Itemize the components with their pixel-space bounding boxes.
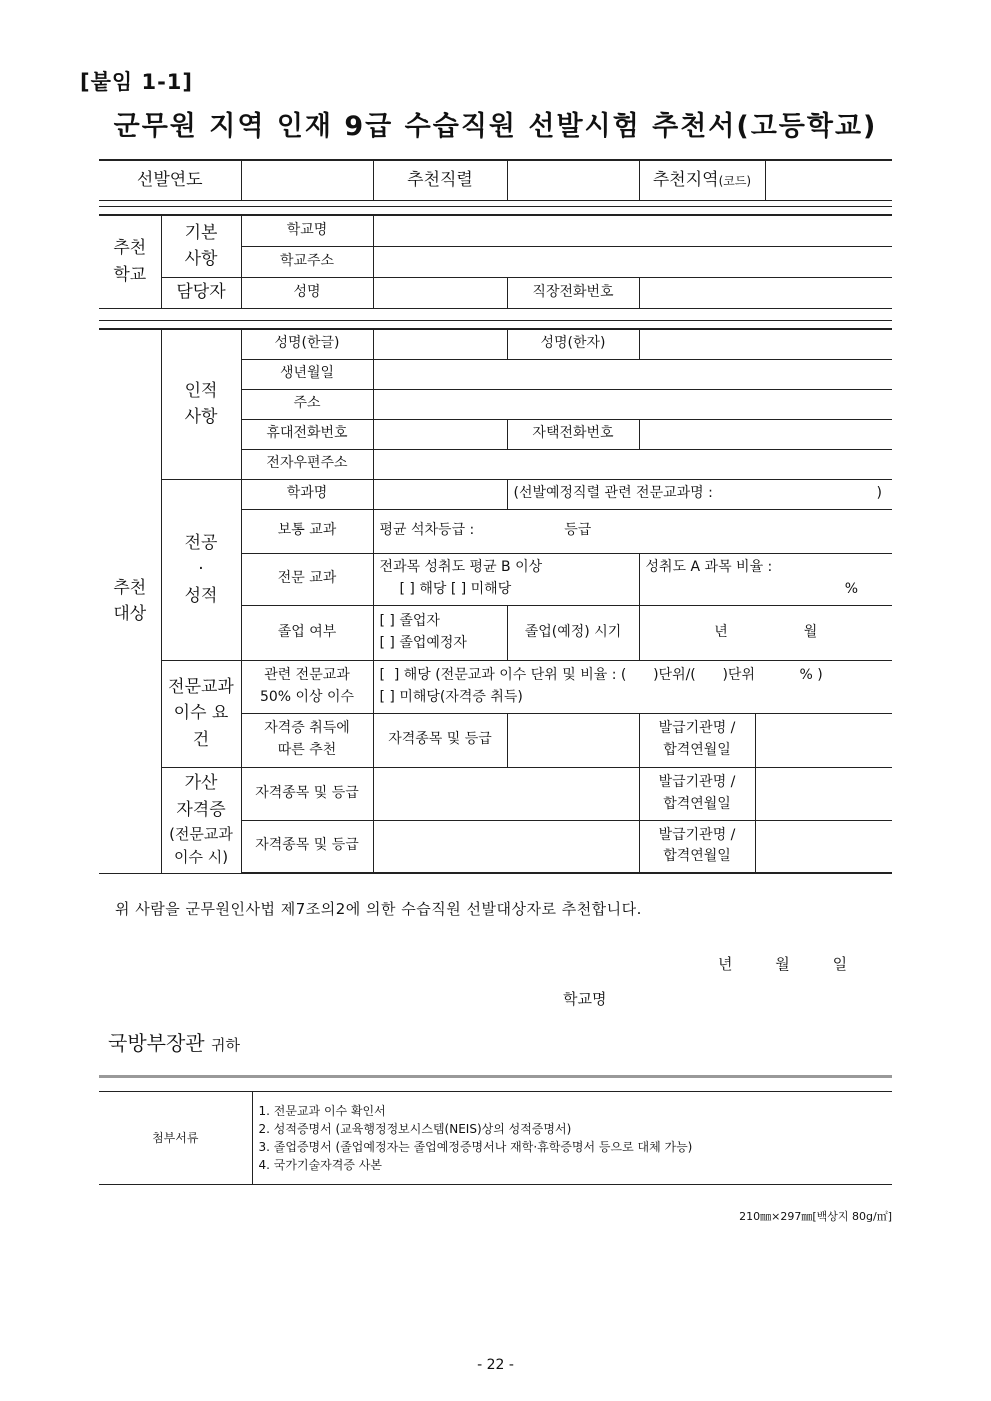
attachment-item: 2. 성적증명서 (교육행정정보시스템(NEIS)상의 성적증명서) <box>258 1122 572 1136</box>
birth-label: 생년월일 <box>241 359 373 389</box>
bonus2-issuer-field[interactable] <box>755 820 892 873</box>
year-label: 선발연도 <box>99 160 241 200</box>
special-subject-field[interactable] <box>373 553 639 605</box>
page-title: 군무원 지역 인재 9급 수습직원 선발시험 추천서(고등학교) <box>113 111 878 142</box>
home-phone-label: 자택전화번호 <box>507 419 639 449</box>
manager-name-label: 성명 <box>241 277 373 308</box>
mobile-label: 휴대전화번호 <box>241 419 373 449</box>
graduation-options[interactable] <box>373 605 507 660</box>
req1-opt2: [ ] 미해당(자격증 취득) <box>379 688 523 705</box>
attachment-item: 1. 전문교과 이수 확인서 <box>258 1104 386 1118</box>
school-address-label: 학교주소 <box>241 246 373 277</box>
req2-issuer-label: 발급기관명 / 합격연월일 <box>639 713 755 767</box>
attachments-label: 첨부서류 <box>99 1092 252 1185</box>
ratio-unit: % <box>844 581 858 597</box>
requirement-label: 전문교과 이수 요건 <box>161 660 241 767</box>
ratio-field[interactable] <box>639 553 892 605</box>
req1-label: 관련 전문교과 50% 이상 이수 <box>241 660 373 713</box>
grad-year: 년 <box>714 623 728 640</box>
personal-info-label: 인적 사항 <box>161 329 241 479</box>
req1-options[interactable] <box>373 660 892 713</box>
dept-note <box>507 479 892 509</box>
school-section-label: 추천 학교 <box>99 215 161 308</box>
recipient-name: 국방부장관 <box>108 1031 205 1055</box>
dept-note-text: (선발예정직렬 관련 전문교과명 : <box>513 485 713 502</box>
birth-field[interactable] <box>373 359 892 389</box>
email-field[interactable] <box>373 449 892 479</box>
manager-label: 담당자 <box>161 277 241 308</box>
bonus1-issuer-label: 발급기관명 / 합격연월일 <box>639 767 755 820</box>
manager-name-field[interactable] <box>373 277 507 308</box>
req1-opt1: [ ] 해당 (전문교과 이수 단위 및 비율 : ( )단위/( )단위 % ) <box>379 666 823 683</box>
region-field[interactable] <box>765 160 892 200</box>
school-table <box>99 214 892 309</box>
name-kr-field[interactable] <box>373 329 507 359</box>
basic-info-label: 기본 사항 <box>161 215 241 277</box>
graduation-label: 졸업 여부 <box>241 605 373 660</box>
graduation-opt2: [ ] 졸업예정자 <box>379 634 467 651</box>
top-info-table <box>99 159 892 201</box>
dept-field[interactable] <box>373 479 507 509</box>
home-phone-field[interactable] <box>639 419 892 449</box>
req2-cert-field[interactable] <box>507 713 639 767</box>
grad-month: 월 <box>803 623 818 640</box>
bonus-cert-label <box>161 767 241 873</box>
bonus1-issuer-field[interactable] <box>755 767 892 820</box>
address-field[interactable] <box>373 389 892 419</box>
paper-size-note: 210㎜×297㎜[백상지 80g/㎡] <box>739 1210 892 1223</box>
email-label: 전자우편주소 <box>241 449 373 479</box>
name-hanja-field[interactable] <box>639 329 892 359</box>
date-day: 일 <box>832 955 848 973</box>
name-hanja-label: 성명(한자) <box>507 329 639 359</box>
date-year: 년 <box>718 955 733 973</box>
recipient-suffix: 귀하 <box>210 1036 240 1054</box>
school-name-field[interactable] <box>373 215 892 246</box>
page-number: - 22 - <box>477 1357 514 1373</box>
target-table <box>99 328 892 874</box>
bonus1-cert-label: 자격종목 및 등급 <box>241 767 373 820</box>
name-kr-label: 성명(한글) <box>241 329 373 359</box>
job-label: 추천직렬 <box>373 160 507 200</box>
region-code: (코드) <box>718 174 752 189</box>
recipient <box>108 1027 240 1056</box>
graduation-time-field[interactable] <box>639 605 892 660</box>
bonus1-cert-field[interactable] <box>373 767 639 820</box>
general-subject-field[interactable] <box>373 509 892 553</box>
bonus2-cert-label: 자격종목 및 등급 <box>241 820 373 873</box>
general-subject-label: 보통 교과 <box>241 509 373 553</box>
office-phone-field[interactable] <box>639 277 892 308</box>
attachments-table <box>99 1091 892 1185</box>
date-month: 월 <box>775 955 790 973</box>
dept-label: 학과명 <box>241 479 373 509</box>
region-label <box>639 160 765 200</box>
bonus-cert-text: 가산 자격증 <box>176 773 226 820</box>
mobile-field[interactable] <box>373 419 507 449</box>
attachment-label: [붙임 1-1] <box>80 70 194 94</box>
dept-note-end: ) <box>876 485 882 502</box>
req2-label: 자격증 취득에 따른 추천 <box>241 713 373 767</box>
bonus-cert-note: (전문교과 이수 시) <box>169 825 233 867</box>
school-signature-label: 학교명 <box>563 990 607 1008</box>
major-grade-label: 전공 · 성적 <box>161 479 241 660</box>
req2-issuer-field[interactable] <box>755 713 892 767</box>
bonus2-issuer-label: 발급기관명 / 합격연월일 <box>639 820 755 873</box>
address-label: 주소 <box>241 389 373 419</box>
school-address-field[interactable] <box>373 246 892 277</box>
special-subject-text1: 전과목 성취도 평균 B 이상 <box>379 559 543 576</box>
graduation-opt1: [ ] 졸업자 <box>379 612 440 629</box>
general-subject-text: 평균 석차등급 : <box>379 522 475 539</box>
special-subject-options: [ ] 해당 [ ] 미해당 <box>399 581 512 597</box>
req2-cert-label: 자격종목 및 등급 <box>373 713 507 767</box>
graduation-time-label: 졸업(예정) 시기 <box>507 605 639 660</box>
attachments-list <box>252 1092 892 1185</box>
general-subject-unit: 등급 <box>564 522 592 539</box>
recommendation-statement: 위 사람을 군무원인사법 제7조의2에 의한 수습직원 선발대상자로 추천합니다. <box>115 900 642 918</box>
school-name-label: 학교명 <box>241 215 373 246</box>
special-subject-label: 전문 교과 <box>241 553 373 605</box>
attachment-item: 3. 졸업증명서 (졸업예정자는 졸업예정증명서나 재학·휴학증명서 등으로 대체 가능) <box>258 1140 693 1154</box>
job-field[interactable] <box>507 160 639 200</box>
year-field[interactable] <box>241 160 373 200</box>
attachment-item: 4. 국가기술자격증 사본 <box>258 1158 382 1172</box>
bonus2-cert-field[interactable] <box>373 820 639 873</box>
target-section-label: 추천 대상 <box>99 329 161 873</box>
region-label-text: 추천지역 <box>652 170 719 191</box>
date-line <box>718 953 847 974</box>
ratio-label: 성취도 A 과목 비율 : <box>645 559 773 576</box>
office-phone-label: 직장전화번호 <box>507 277 639 308</box>
